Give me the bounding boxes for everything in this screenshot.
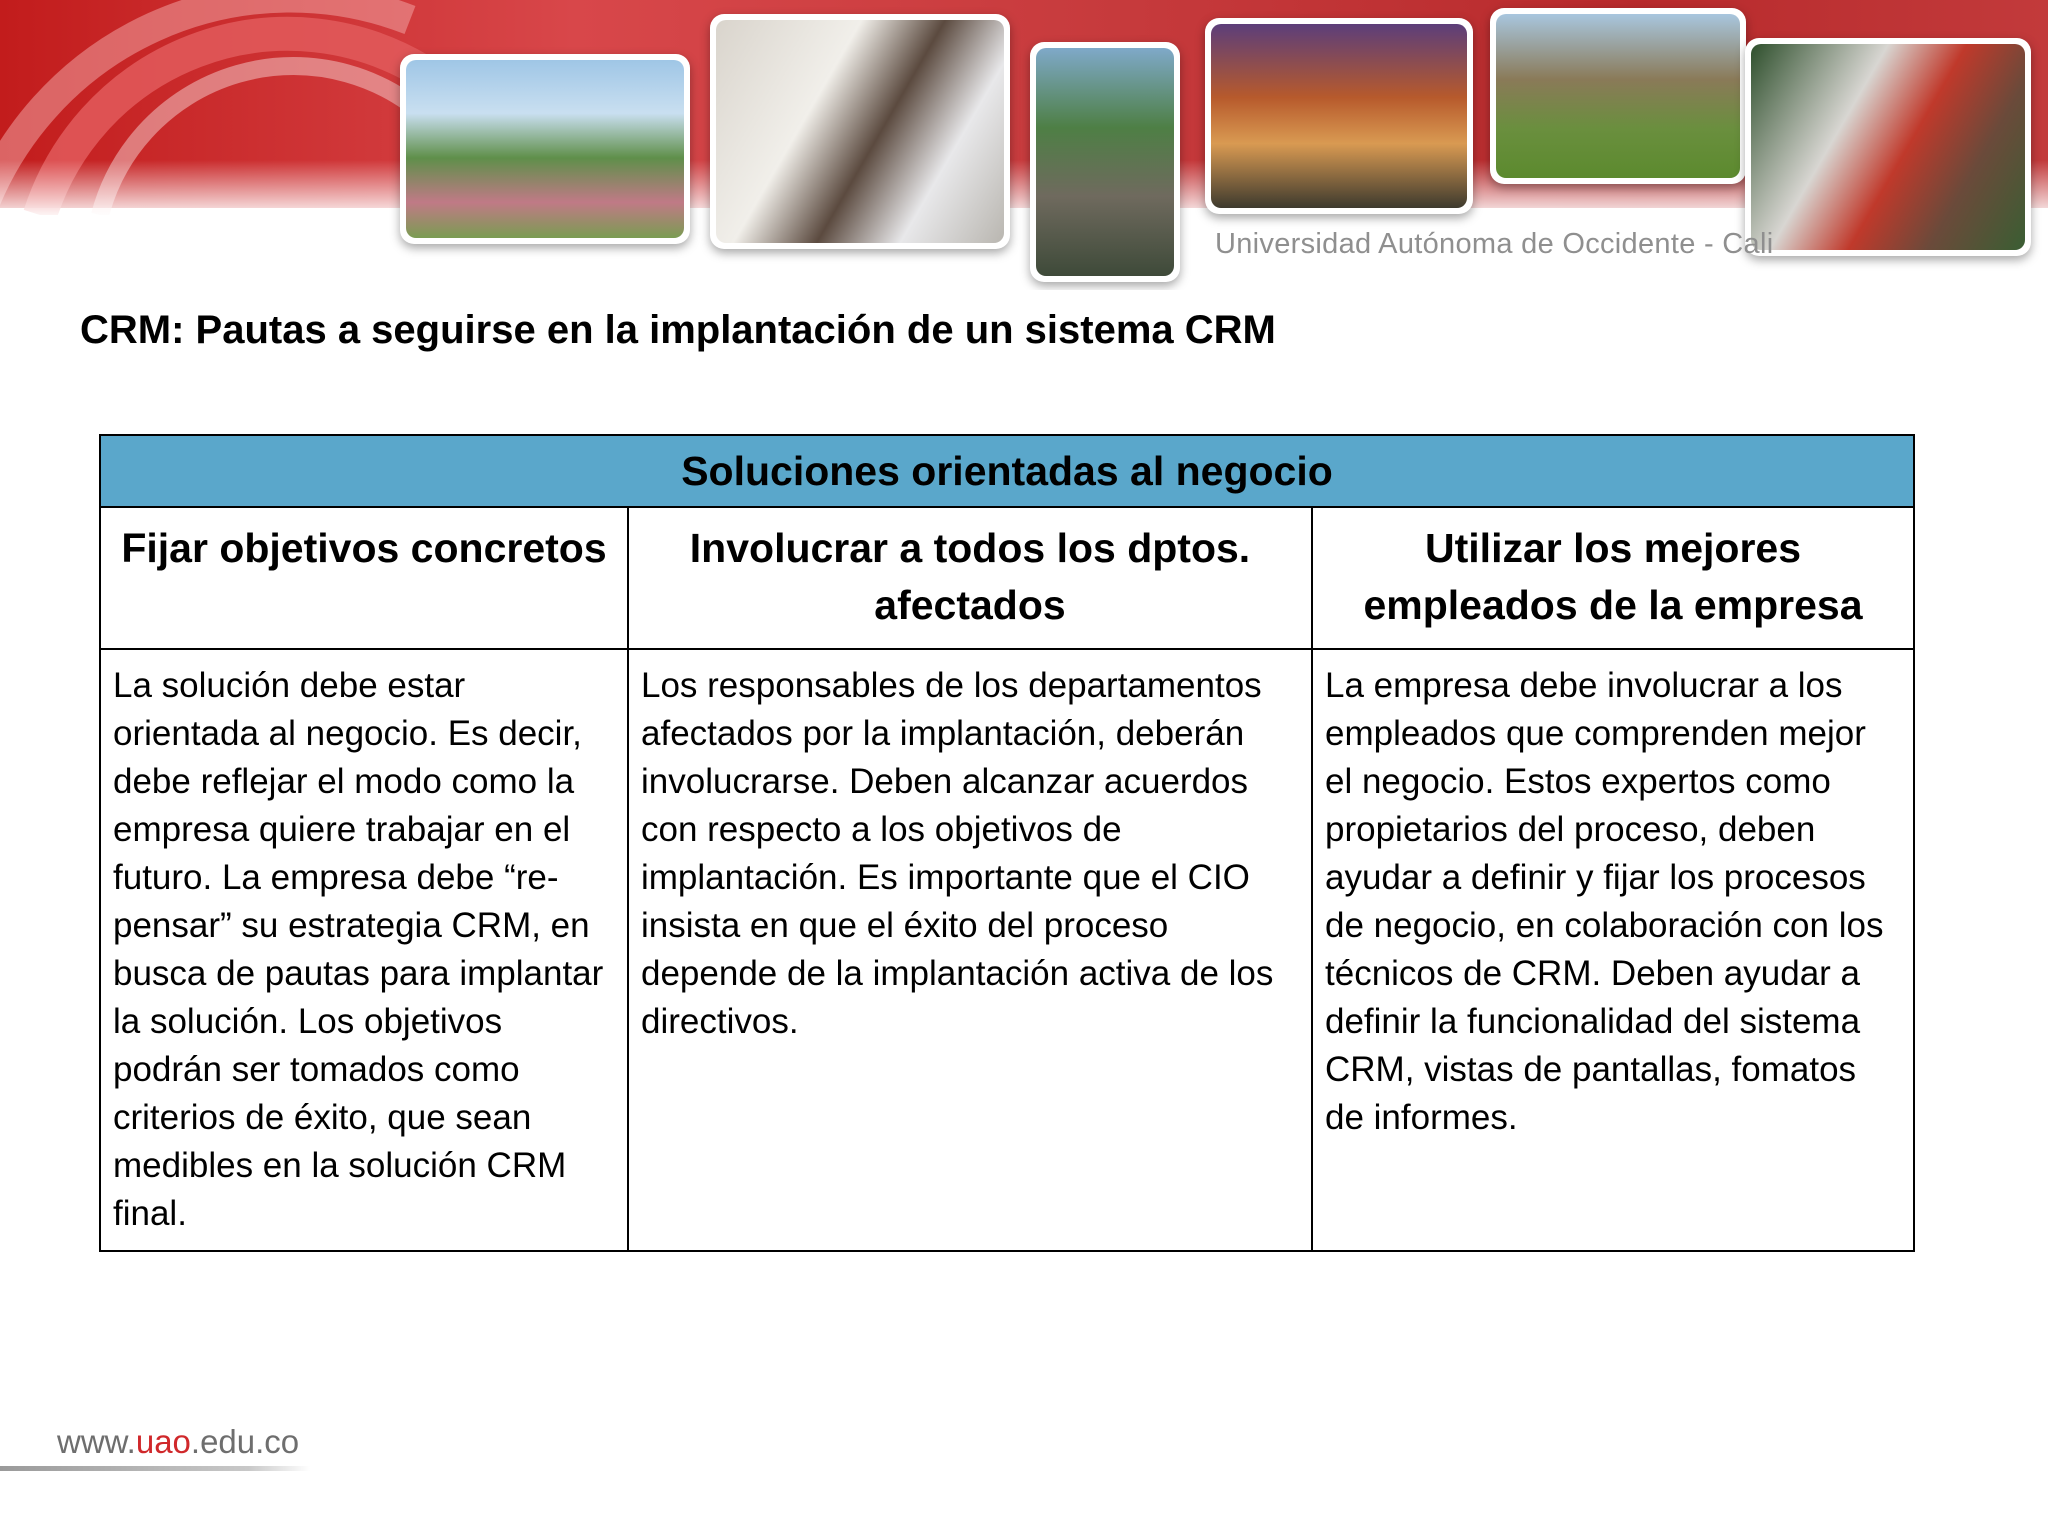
column-header-employees: Utilizar los mejores empleados de la empresa (1312, 507, 1914, 649)
footer-divider (0, 1466, 310, 1471)
campus-palms-photo (400, 54, 690, 244)
column-header-departments: Involucrar a todos los dptos. afectados (628, 507, 1312, 649)
table-row (100, 649, 1914, 1251)
cell-objectives-text: La solución debe estar orientada al negocio. Es decir, debe reflejar el modo como la empresa quiere trabajar en el futuro. La empresa debe “re-pensar” su estrategia CRM, en busca de pautas para implantar la solución. Los objetivos podrán ser tomados como criterios de éxito, que sean medibles en la solución CRM final. (100, 649, 628, 1251)
cell-employees-text: La empresa debe involucrar a los empleados que comprenden mejor el negocio. Estos expertos como propietarios del proceso, deben ayudar a definir y fijar los procesos de negocio, en colaboración con los técnicos de CRM. Deben ayudar a definir la funcionalidad del sistema CRM, vistas de pantallas, fomatos de informes. (1312, 649, 1914, 1251)
students-lab-photo (710, 14, 1010, 249)
column-header-objectives: Fijar objetivos concretos (100, 507, 628, 649)
crm-guidelines-table (99, 434, 1915, 1252)
cell-departments-text: Los responsables de los departamentos afectados por la implantación, deberán involucrarse. Deben alcanzar acuerdos con respecto a los objetivos de implantación. Es importante que el CIO insista en que el éxito del proceso depende de la implantación activa de los directivos. (628, 649, 1312, 1251)
campus-building-photo (1030, 42, 1180, 282)
footer-website-link[interactable] (57, 1423, 299, 1461)
footer-url-prefix: www. (57, 1423, 136, 1460)
students-reading-photo (1745, 38, 2031, 256)
page-title: CRM: Pautas a seguirse en la implantación de un sistema CRM (80, 308, 1276, 352)
header-banner (0, 0, 2048, 290)
footer-url-accent: uao (135, 1423, 191, 1460)
campus-garden-photo (1490, 8, 1746, 184)
table-group-header-row (100, 435, 1914, 507)
footer-url-suffix: .edu.co (190, 1423, 300, 1460)
campus-night-photo (1205, 18, 1473, 214)
table-column-header-row (100, 507, 1914, 649)
university-name: Universidad Autónoma de Occidente - Cali (1215, 228, 1774, 260)
table-group-header: Soluciones orientadas al negocio (100, 435, 1914, 507)
